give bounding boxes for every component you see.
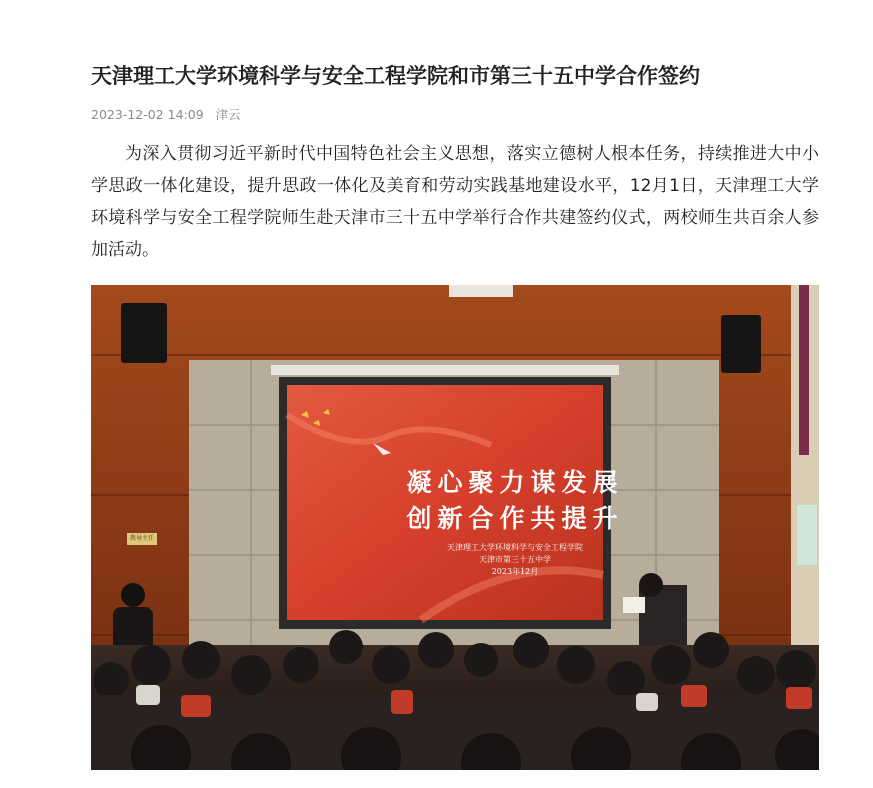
left-speaker	[121, 303, 167, 363]
screen-slogan-2: 创新合作共提升	[406, 504, 624, 533]
article-paragraph: 为深入贯彻习近平新时代中国特色社会主义思想，落实立德树人根本任务，持续推进大中小学思政一体化建设，提升思政一体化及美育和劳动实践基地建设水平，12月1日，天津理工大学环境科学与安全工程学院师生赴天津市三十五中学举行合作共建签约仪式，两校师生共百余人参加活动。	[91, 144, 819, 260]
screen-org-2: 天津市第三十五中学	[479, 555, 551, 564]
source-link[interactable]: 津云	[215, 107, 241, 122]
article-meta	[91, 106, 241, 124]
screen-org-1: 天津理工大学环境科学与安全工程学院	[447, 543, 583, 552]
screen-date: 2023年12月	[491, 567, 539, 576]
wall-sign: 教导主任	[129, 535, 154, 542]
publish-date: 2023-12-02 14:09	[91, 107, 204, 122]
screen-slogan-1: 凝心聚力谋发展	[406, 468, 624, 497]
right-speaker	[721, 315, 761, 373]
article-title: 天津理工大学环境科学与安全工程学院和市第三十五中学合作签约	[91, 64, 700, 88]
article-photo	[91, 285, 819, 770]
